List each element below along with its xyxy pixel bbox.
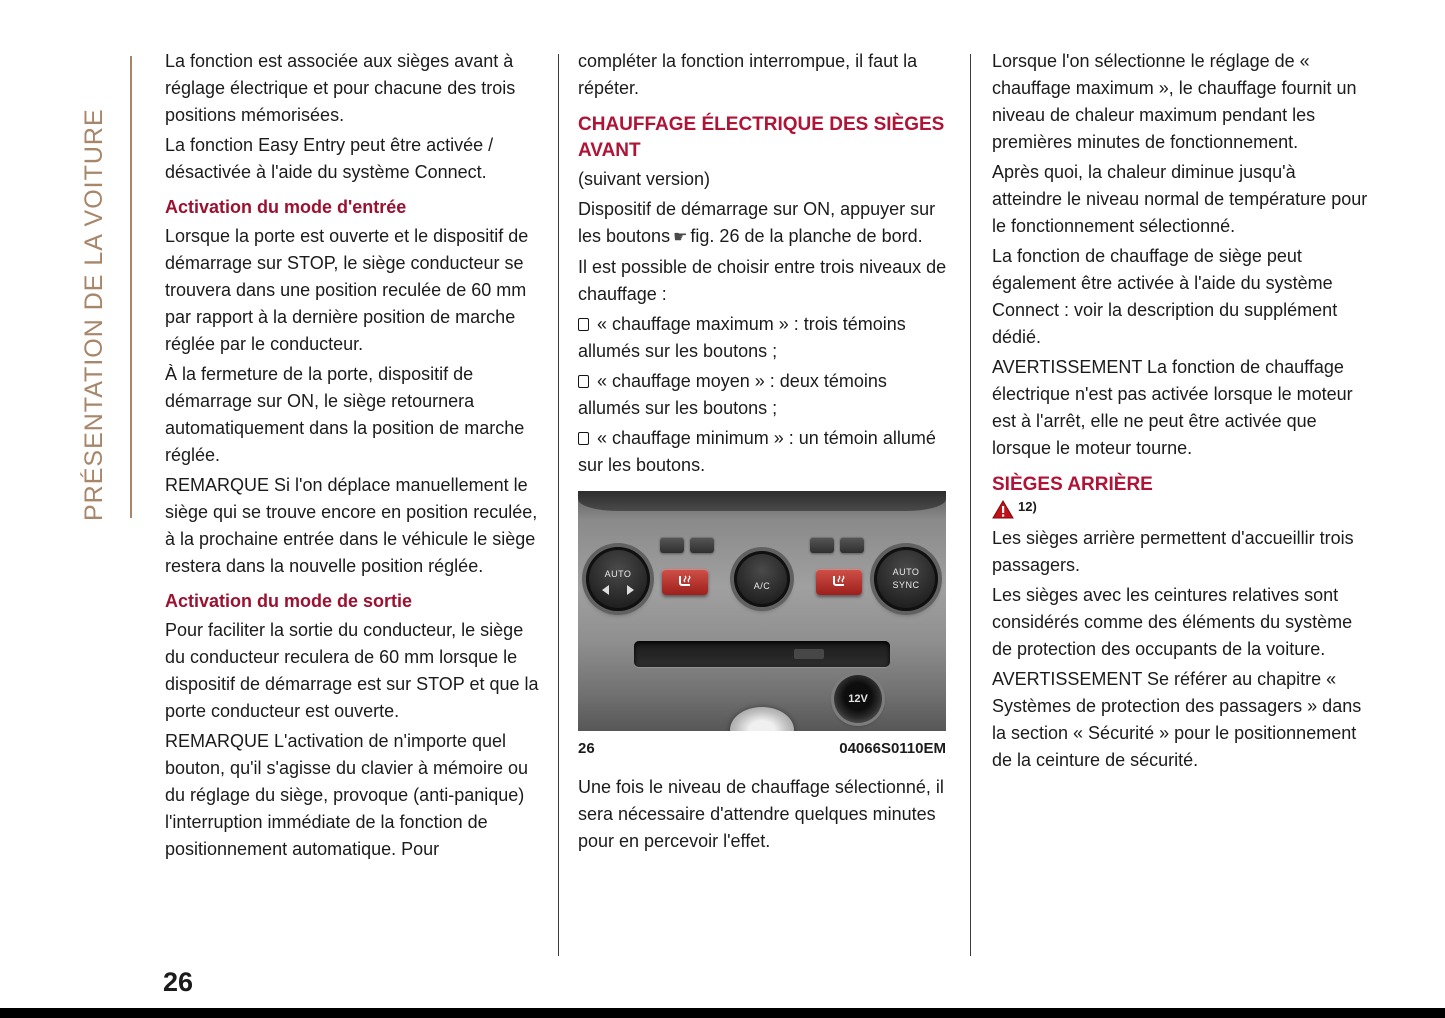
paragraph-remark: REMARQUE Si l'on déplace manuellement le siège qui se trouve encore en position reculée, à la prochaine entrée dans le véhicule le siège restera dans la nouvelle position réglée. (165, 475, 538, 576)
column-divider (558, 54, 559, 956)
slot-detail (794, 649, 824, 659)
warning-triangle-icon (992, 500, 1014, 519)
column-2 (578, 48, 950, 858)
sub-heading-entry-mode: Activation du mode d'entrée (165, 197, 407, 217)
sub-heading-exit-mode: Activation du mode de sortie (165, 591, 413, 611)
rear-defrost-button (840, 537, 864, 553)
paragraph: Lorsque l'on sélectionne le réglage de « chauffage maximum », le chauffage fournit un niveau de chaleur maximum pendant les premières minutes de fonctionnement. (992, 51, 1357, 152)
section-heading-heated-seats: CHAUFFAGE ÉLECTRIQUE DES SIÈGES AVANT (578, 114, 945, 161)
paragraph: Les sièges avec les ceintures relatives sont considérés comme des éléments du système de protection des occupants de la voiture. (992, 585, 1353, 659)
paragraph: La fonction est associée aux sièges avant à réglage électrique et pour chacune des trois positions mémorisées. (165, 51, 516, 125)
paragraph: Pour faciliter la sortie du conducteur, le siège du conducteur reculera de 60 mm lorsque le dispositif de démarrage est sur STOP et que la porte conducteur est ouverte. (165, 620, 539, 721)
bullet-text: « chauffage moyen » : deux témoins allumés sur les boutons ; (578, 371, 887, 418)
bullet-item (578, 368, 950, 422)
figure-code: 04066S0110EM (839, 740, 946, 757)
paragraph: Lorsque la porte est ouverte et le dispositif de démarrage sur STOP, le siège conducteur se trouvera dans une position reculée de 60 mm par rapport à la dernière position de marche réglée par le conducteur. (165, 226, 529, 354)
seat-heating-left-button (662, 569, 708, 595)
left-temperature-knob (586, 547, 650, 611)
page-number: 26 (163, 967, 194, 997)
bullet-text: « chauffage minimum » : un témoin allumé sur les boutons. (578, 428, 936, 475)
paragraph-with-icon (578, 196, 950, 251)
paragraph: Les sièges arrière permettent d'accueillir trois passagers. (992, 528, 1354, 575)
paragraph-continued: compléter la fonction interrompue, il faut la répéter. (578, 51, 918, 98)
paragraph-remark: REMARQUE L'activation de n'importe quel bouton, qu'il s'agisse du clavier à mémoire ou du réglage du siège, provoque (anti-panique) l'interruption immédiate de la fonction de positionnement automatique. Pour (165, 731, 529, 859)
bullet-text: « chauffage maximum » : trois témoins allumés sur les boutons ; (578, 314, 906, 361)
right-temperature-knob (874, 547, 938, 611)
knob-label: AUTO (604, 569, 632, 579)
defrost-button (660, 537, 684, 553)
column-divider (970, 54, 971, 956)
warning-number: 12) (1018, 499, 1037, 514)
button-bullet-icon (578, 375, 589, 388)
paragraph: À la fermeture de la porte, dispositif de démarrage sur ON, le siège retournera automatiquement dans la position de marche réglée. (165, 364, 525, 465)
paragraph: Il est possible de choisir entre trois niveaux de chauffage : (578, 257, 947, 304)
button-bullet-icon (578, 432, 589, 445)
chapter-title-vertical: PRÉSENTATION DE LA VOITURE (80, 108, 108, 521)
gear-selector-cropped (730, 707, 794, 731)
footer-bar (0, 1008, 1445, 1018)
seat-heat-icon (831, 575, 847, 589)
paragraph-warning: AVERTISSEMENT Se référer au chapitre « Systèmes de protection des passagers » dans la section « Sécurité » pour le positionnement de la ceinture de sécurité. (992, 669, 1362, 770)
knob-label: A/C (753, 581, 771, 591)
figure-number: 26 (578, 740, 595, 757)
mode-button (810, 537, 834, 553)
paragraph: Après quoi, la chaleur diminue jusqu'à atteindre le niveau normal de température pour le fonctionnement sélectionné. (992, 162, 1368, 236)
paragraph-text: Dispositif de démarrage sur ON, appuyer sur les boutons (578, 199, 936, 246)
knob-label: SYNC (892, 580, 920, 590)
seat-heat-icon (677, 575, 693, 589)
power-socket-12v: 12V (834, 675, 882, 723)
column-1 (165, 48, 539, 866)
figure-26-climate-panel (578, 491, 946, 731)
paragraph: La fonction de chauffage de siège peut également être activée à l'aide du système Connect : voir la description du supplément dédié. (992, 246, 1338, 347)
paragraph: Une fois le niveau de chauffage sélectionné, il sera nécessaire d'attendre quelques minutes pour en percevoir l'effet. (578, 777, 944, 851)
arrow-right-icon (627, 585, 634, 595)
column-3 (992, 48, 1370, 777)
paragraph: La fonction Easy Entry peut être activée / désactivée à l'aide du système Connect. (165, 135, 494, 182)
fan-knob (734, 551, 790, 607)
paragraph-warning: AVERTISSEMENT La fonction de chauffage électrique n'est pas activée lorsque le moteur est à l'arrêt, elle ne peut être activée que lorsque le moteur tourne. (992, 357, 1353, 458)
bullet-item (578, 311, 950, 365)
bullet-item (578, 425, 950, 479)
warning-reference (992, 500, 1370, 519)
dashboard-trim (578, 491, 946, 511)
pointing-hand-icon: ☛ (673, 229, 688, 246)
sidebar-rule (130, 56, 132, 518)
knob-label: AUTO (892, 567, 920, 577)
figure-caption (578, 735, 946, 762)
button-bullet-icon (578, 318, 589, 331)
section-heading-rear-seats: SIÈGES ARRIÈRE (992, 474, 1153, 495)
arrow-left-icon (602, 585, 609, 595)
version-note: (suivant version) (578, 169, 711, 189)
figure-reference: fig. 26 de la planche de bord. (690, 226, 923, 246)
recirculation-button (690, 537, 714, 553)
storage-slot (634, 641, 890, 667)
seat-heating-right-button (816, 569, 862, 595)
